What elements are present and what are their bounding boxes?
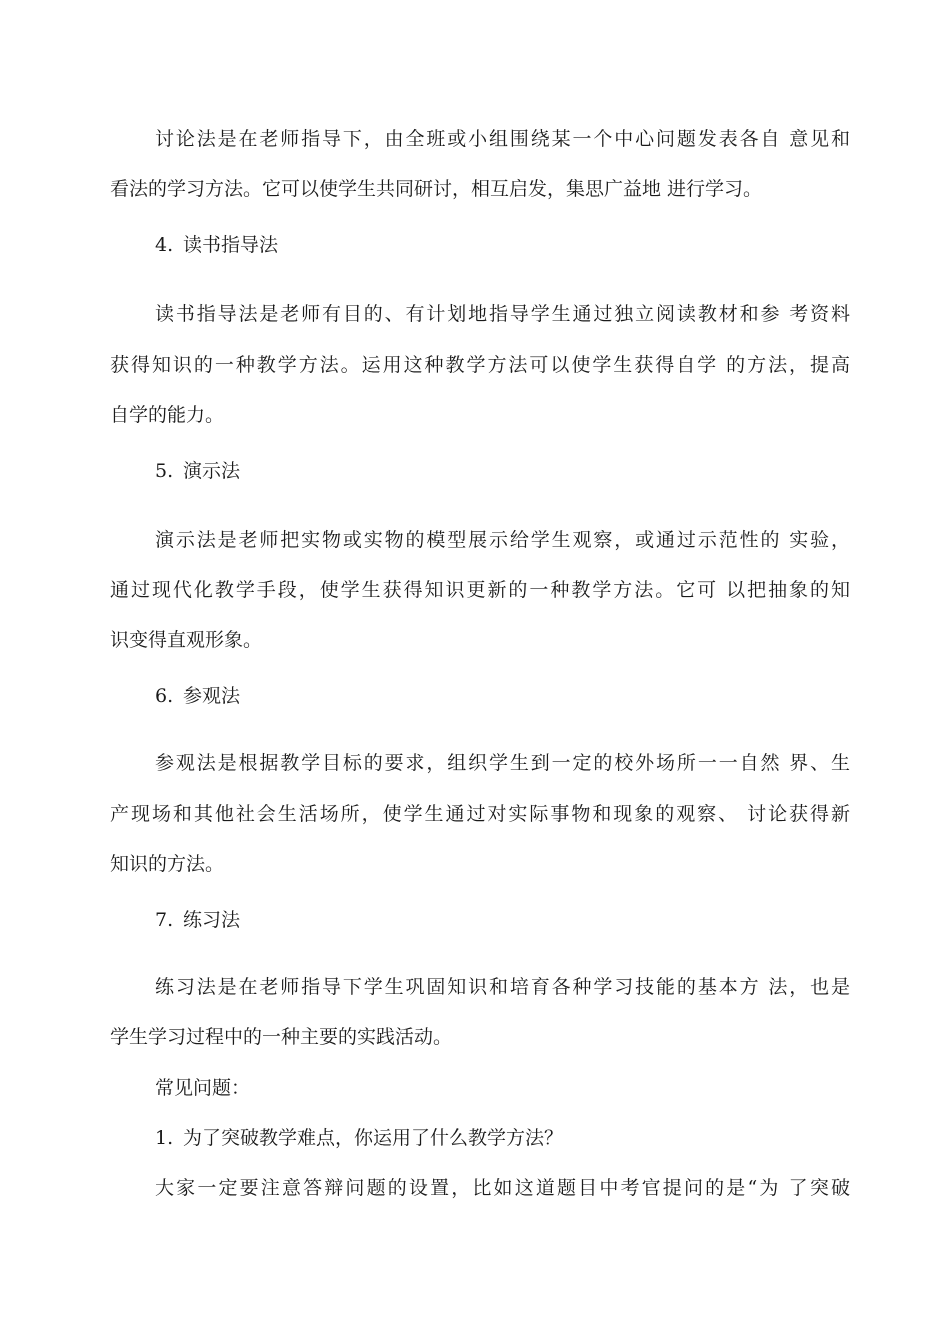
section-heading-reading [155,233,278,257]
section-title: 练习法 [183,909,241,931]
section-number: 7. [155,909,174,931]
paragraph-line: 自学的能力。 [110,404,225,426]
section-number: 6. [155,685,174,707]
paragraph-line: 读书指导法是老师有目的、有计划地指导学生通过独立阅读教材和参 考资料 [155,303,850,325]
question-text: 为了突破教学难点，你运用了什么教学方法？ [183,1127,564,1149]
section-number: 4. [155,234,174,256]
paragraph-line: 看法的学习方法。它可以使学生共同研讨，相互启发，集思广益地 进行学习。 [110,178,763,200]
section-title: 演示法 [183,460,241,482]
section-number: 5. [155,460,174,482]
paragraph-line: 讨论法是在老师指导下，由全班或小组围绕某一个中心问题发表各自 意见和 [155,128,850,150]
paragraph-line: 获得知识的一种教学方法。运用这种教学方法可以使学生获得自学 的方法，提高 [110,354,850,376]
paragraph-line: 知识的方法。 [110,853,225,875]
paragraph-line: 产现场和其他社会生活场所，使学生通过对实际事物和现象的观察、 讨论获得新 [110,803,850,825]
paragraph-line: 通过现代化教学手段，使学生获得知识更新的一种教学方法。它可 以把抽象的知 [110,579,850,601]
paragraph-line: 练习法是在老师指导下学生巩固知识和培育各种学习技能的基本方 法，也是 [155,976,850,998]
faq-question-1 [155,1126,563,1150]
section-heading-demonstration [155,459,240,483]
section-title: 读书指导法 [183,234,279,256]
faq-heading: 常见问题： [155,1077,251,1099]
section-title: 参观法 [183,685,241,707]
paragraph-line: 参观法是根据教学目标的要求，组织学生到一定的校外场所一一自然 界、生 [155,752,850,774]
section-heading-visit [155,684,240,708]
paragraph-line: 学生学习过程中的一种主要的实践活动。 [110,1026,453,1048]
paragraph-line: 识变得直观形象。 [110,629,263,651]
paragraph-line: 大家一定要注意答辩问题的设置，比如这道题目中考官提问的是“为 了突破 [155,1177,850,1199]
paragraph-line: 演示法是老师把实物或实物的模型展示给学生观察，或通过示范性的 实验， [155,529,850,551]
section-heading-practice [155,908,240,932]
question-number: 1. [155,1127,174,1149]
